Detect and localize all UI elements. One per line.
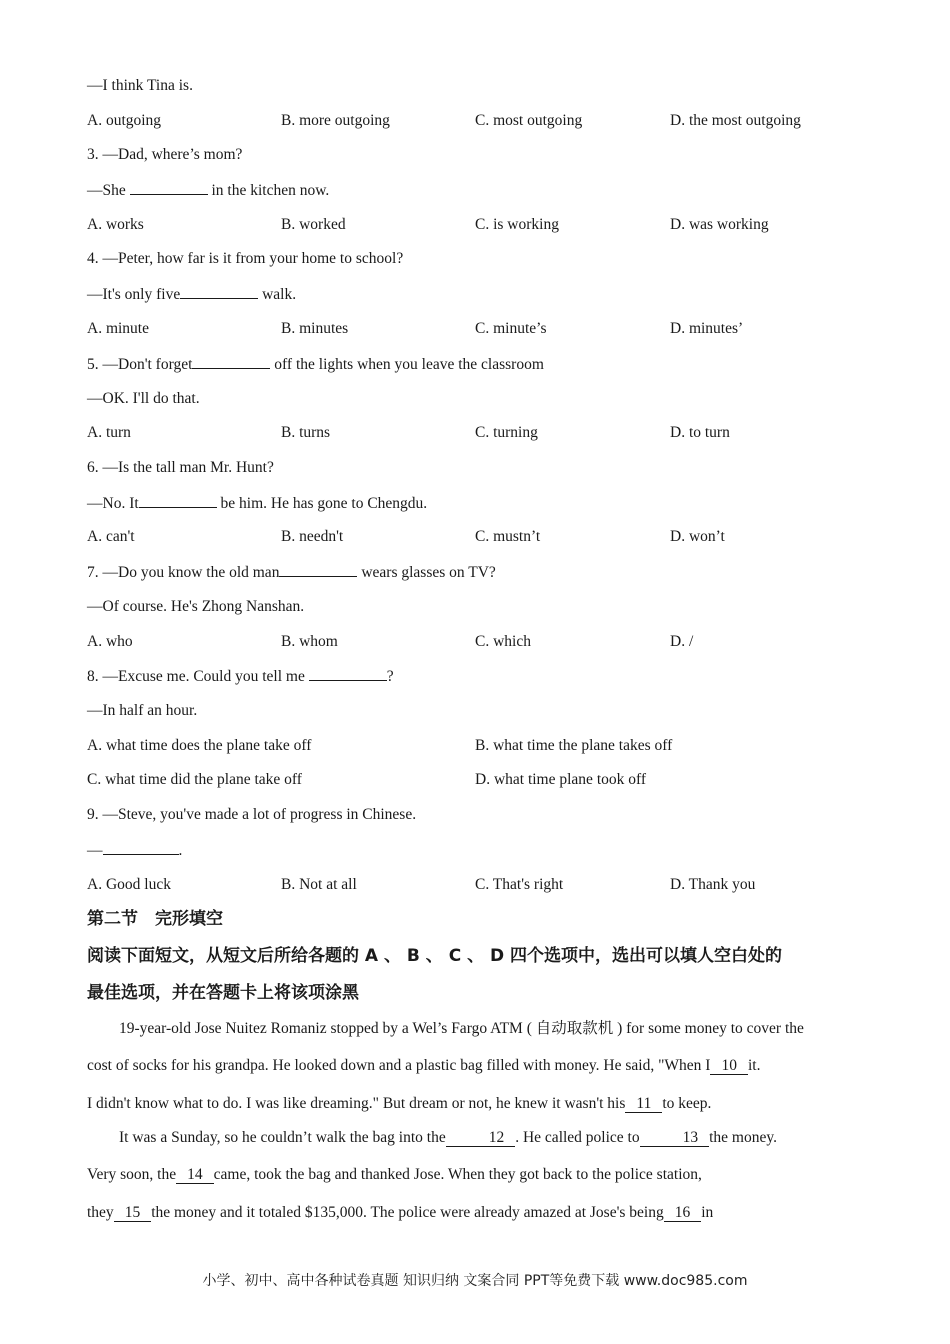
section-instruction-line-2: 最佳选项，并在答题卡上将该项涂黑 [87, 983, 359, 1003]
q9-reply [87, 840, 182, 861]
q8-option-d: D. what time plane took off [475, 771, 647, 788]
q2-option-a: A. outgoing [87, 112, 162, 129]
q9-option-c: C. That's right [475, 876, 564, 893]
q8-prompt-post: ? [386, 668, 394, 685]
passage-text: they [87, 1204, 114, 1221]
q2-option-b: B. more outgoing [281, 112, 390, 129]
q7-option-d: D. / [670, 633, 694, 650]
section-title: 第二节 完形填空 [87, 909, 223, 929]
q6-option-b: B. needn't [281, 528, 344, 545]
answer-blank [130, 180, 208, 195]
answer-blank [180, 284, 258, 299]
q4-reply-post: walk. [258, 286, 297, 303]
q6-option-c: C. mustn’t [475, 528, 541, 545]
q7-option-a: A. who [87, 633, 133, 650]
q6-prompt: 6. —Is the tall man Mr. Hunt? [87, 459, 274, 476]
passage-text: It was a Sunday, so he couldn’t walk the bag into the [119, 1129, 446, 1146]
answer-blank [279, 562, 357, 577]
answer-blank [192, 354, 270, 369]
q3-option-b: B. worked [281, 216, 346, 233]
q9-option-a: A. Good luck [87, 876, 171, 893]
cloze-blank-15: 15 [114, 1204, 152, 1222]
q7-prompt [87, 562, 496, 583]
passage-text: it. [747, 1057, 761, 1074]
q3-option-c: C. is working [475, 216, 559, 233]
q4-option-c: C. minute’s [475, 320, 547, 337]
q9-option-d: D. Thank you [670, 876, 756, 893]
q6-reply-pre: —No. It [87, 495, 139, 512]
passage-text: cost of socks for his grandpa. He looked down and a plastic bag filled with money. He said, "When I [87, 1057, 711, 1074]
passage-text: Very soon, the [87, 1166, 177, 1183]
q9-option-b: B. Not at all [281, 876, 357, 893]
q3-reply [87, 180, 329, 201]
q6-reply-post: be him. He has gone to Chengdu. [216, 495, 428, 512]
cloze-blank-11: 11 [625, 1095, 662, 1113]
passage-text: came, took the bag and thanked Jose. When they got back to the police station, [213, 1166, 702, 1183]
q3-prompt: 3. —Dad, where’s mom? [87, 146, 243, 163]
q4-reply-pre: —It's only five [87, 286, 181, 303]
passage-p1-line-3 [87, 1094, 862, 1114]
cloze-blank-16: 16 [664, 1204, 702, 1222]
q8-option-b: B. what time the plane takes off [475, 737, 673, 754]
passage-text: the money and it totaled $135,000. The police were already amazed at Jose's being [151, 1204, 664, 1221]
passage-text: I didn't know what to do. I was like dreaming." But dream or not, he knew it wasn't his [87, 1095, 626, 1112]
passage-p1-line-1: 19-year-old Jose Nuitez Romaniz stopped by a Wel’s Fargo ATM ( 自动取款机 ) for some money to cover the [119, 1020, 804, 1037]
q4-reply [87, 284, 296, 305]
passage-text: . He called police to [515, 1129, 640, 1146]
q6-option-a: A. can't [87, 528, 135, 545]
q5-option-a: A. turn [87, 424, 131, 441]
passage-text: in [701, 1204, 714, 1221]
answer-blank [309, 666, 387, 681]
q2-answer-line: —I think Tina is. [87, 77, 193, 94]
cloze-blank-10: 10 [710, 1057, 748, 1075]
q2-option-c: C. most outgoing [475, 112, 583, 129]
q3-option-a: A. works [87, 216, 144, 233]
q7-reply: —Of course. He's Zhong Nanshan. [87, 598, 305, 615]
q4-option-d: D. minutes’ [670, 320, 744, 337]
q5-prompt-post: off the lights when you leave the classroom [270, 356, 544, 373]
q9-prompt: 9. —Steve, you've made a lot of progress in Chinese. [87, 806, 417, 823]
passage-p2-line-1 [87, 1128, 862, 1148]
q5-option-b: B. turns [281, 424, 331, 441]
q5-prompt [87, 354, 544, 375]
answer-blank [139, 493, 217, 508]
q4-option-a: A. minute [87, 320, 149, 337]
q3-reply-post: in the kitchen now. [207, 182, 330, 199]
q3-option-d: D. was working [670, 216, 769, 233]
cloze-blank-13: 13 [640, 1129, 710, 1147]
q9-reply-pre: — [87, 842, 103, 859]
passage-p2-line-2 [87, 1165, 862, 1185]
q8-option-a: A. what time does the plane take off [87, 737, 312, 754]
q8-prompt-pre: 8. —Excuse me. Could you tell me [87, 668, 309, 685]
passage-text: the money. [709, 1129, 777, 1146]
q3-reply-pre: —She [87, 182, 130, 199]
q8-prompt [87, 666, 394, 687]
q8-option-c: C. what time did the plane take off [87, 771, 302, 788]
q5-option-d: D. to turn [670, 424, 730, 441]
passage-text: to keep. [662, 1095, 712, 1112]
q2-option-d: D. the most outgoing [670, 112, 801, 129]
q5-prompt-pre: 5. —Don't forget [87, 356, 193, 373]
q7-prompt-post: wears glasses on TV? [357, 564, 496, 581]
q7-prompt-pre: 7. —Do you know the old man [87, 564, 280, 581]
passage-p1-line-2 [87, 1056, 862, 1076]
answer-blank [103, 840, 179, 855]
q7-option-c: C. which [475, 633, 531, 650]
q5-reply: —OK. I'll do that. [87, 390, 200, 407]
q8-reply: —In half an hour. [87, 702, 198, 719]
cloze-blank-12: 12 [446, 1129, 516, 1147]
passage-p2-line-3 [87, 1203, 862, 1223]
q7-option-b: B. whom [281, 633, 338, 650]
cloze-blank-14: 14 [176, 1166, 214, 1184]
q5-option-c: C. turning [475, 424, 538, 441]
q4-option-b: B. minutes [281, 320, 349, 337]
section-instruction-line-1: 阅读下面短文，从短文后所给各题的 A 、 B 、 C 、 D 四个选项中，选出可以填人空白处的 [87, 946, 783, 966]
page-footer: 小学、初中、高中各种试卷真题 知识归纳 文案合同 PPT等免费下载 www.doc985.com [202, 1273, 748, 1289]
q6-reply [87, 493, 427, 514]
q6-option-d: D. won’t [670, 528, 725, 545]
q9-reply-post: . [178, 842, 183, 859]
q4-prompt: 4. —Peter, how far is it from your home to school? [87, 250, 404, 267]
